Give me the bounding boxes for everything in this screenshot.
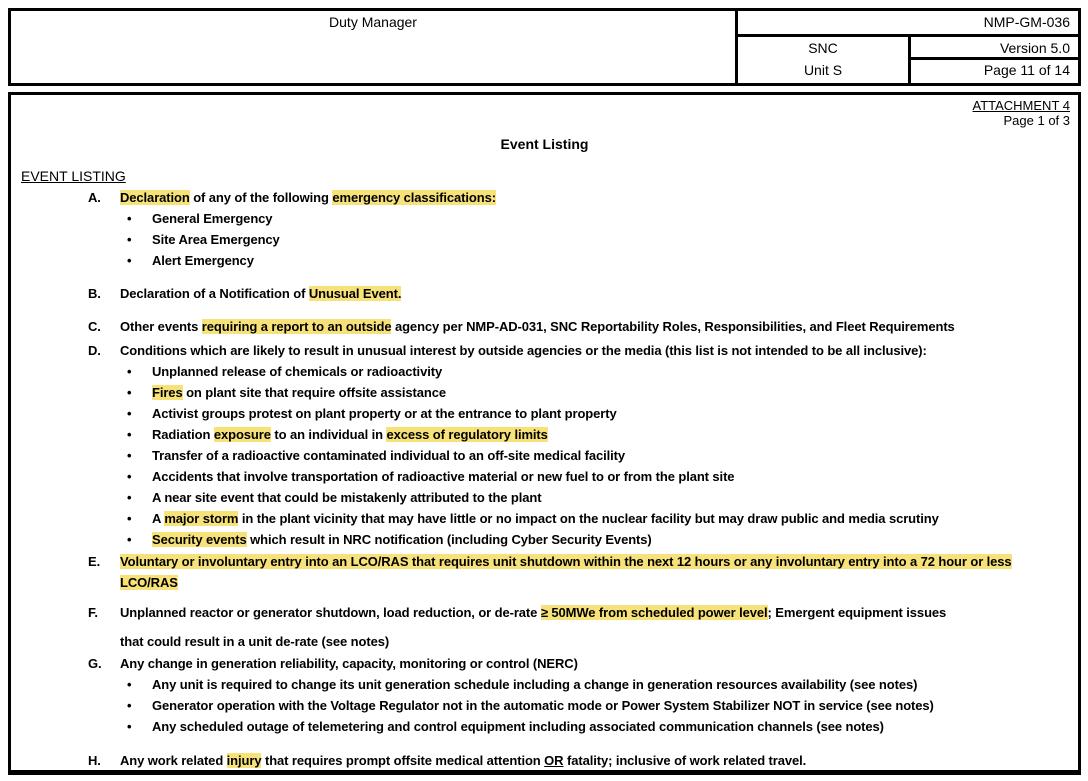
text-segment: that requires prompt offsite medical attention — [261, 753, 545, 768]
header-doc-number: NMP-GM-036 — [738, 11, 1078, 37]
text-segment: in the plant vicinity that may have little or no impact on the nuclear facility but may draw public and media scrutiny — [238, 511, 939, 526]
bullet-dot-icon: • — [127, 490, 132, 505]
bullet-dot-icon: • — [127, 406, 132, 421]
bullet-item — [11, 403, 1078, 424]
bullet-item — [11, 445, 1078, 466]
event-item-D — [11, 340, 1078, 361]
bullet-item — [11, 424, 1078, 445]
bullet-item — [11, 487, 1078, 508]
bullet-dot-icon: • — [127, 427, 132, 442]
text-segment: agency per NMP-AD-031, SNC Reportability Roles, Responsibilities, and Fleet Requirements — [391, 319, 955, 334]
highlighted-text: excess of regulatory limits — [386, 427, 548, 442]
text-segment: A near site event that could be mistakenly attributed to the plant — [152, 490, 542, 505]
bullet-item — [11, 382, 1078, 403]
event-item-A — [11, 187, 1078, 208]
attachment-title: ATTACHMENT 4 — [972, 98, 1070, 113]
item-label: F. — [88, 605, 98, 620]
text-segment: ; Emergent equipment issues — [767, 605, 947, 620]
bullet-item — [11, 674, 1078, 695]
item-label: H. — [88, 753, 101, 768]
bullet-dot-icon: • — [127, 448, 132, 463]
event-item-H — [11, 750, 1078, 771]
item-label: A. — [88, 190, 101, 205]
event-item-E — [11, 551, 1078, 593]
event-item-B — [11, 283, 1078, 304]
highlighted-text: major storm — [164, 511, 239, 526]
section-heading: EVENT LISTING — [21, 168, 126, 184]
text-segment: on plant site that require offsite assistance — [182, 385, 446, 400]
bullet-dot-icon: • — [127, 364, 132, 379]
text-segment: Conditions which are likely to result in unusual interest by outside agencies or the media (this list is not intended to be all inclusive): — [120, 343, 927, 358]
text-segment: that could result in a unit de-rate (see notes) — [120, 634, 390, 649]
text-segment: Other events — [120, 319, 202, 334]
text-segment: OR — [544, 753, 564, 768]
header-company: SNC — [808, 40, 838, 56]
highlighted-text: Declaration — [120, 190, 190, 205]
document-body — [8, 92, 1081, 775]
text-segment: Generator operation with the Voltage Regulator not in the automatic mode or Power System Stabilizer NOT in service (see notes) — [152, 698, 934, 713]
text-segment: General Emergency — [152, 211, 273, 226]
bullet-item — [11, 250, 1078, 271]
bullet-dot-icon: • — [127, 719, 132, 734]
text-segment: Any unit is required to change its unit generation schedule including a change in generation resources availability (see notes) — [152, 677, 918, 692]
bullet-dot-icon: • — [127, 511, 132, 526]
attachment-page: Page 1 of 3 — [1003, 113, 1070, 128]
bullet-item — [11, 529, 1078, 550]
bullet-dot-icon: • — [127, 232, 132, 247]
attachment-block — [11, 98, 1078, 128]
event-item-G — [11, 653, 1078, 674]
text-segment: Accidents that involve transportation of radioactive material or new fuel to or from the plant site — [152, 469, 735, 484]
bullet-item — [11, 229, 1078, 250]
highlighted-text: emergency classifications: — [332, 190, 496, 205]
text-segment: which result in NRC notification (including Cyber Security Events) — [246, 532, 652, 547]
text-segment: of any of the following — [189, 190, 333, 205]
text-segment: Transfer of a radioactive contaminated individual to an off-site medical facility — [152, 448, 626, 463]
text-segment: A — [152, 511, 165, 526]
highlighted-text: Fires — [152, 385, 183, 400]
text-segment: Radiation — [152, 427, 214, 442]
header-page-number: Page 11 of 14 — [908, 60, 1078, 83]
highlighted-text: ≥ 50MWe from scheduled power level — [540, 605, 768, 620]
text-segment: Site Area Emergency — [152, 232, 280, 247]
bullet-item — [11, 508, 1078, 529]
bullet-item — [11, 208, 1078, 229]
bullet-item — [11, 716, 1078, 737]
item-label: D. — [88, 343, 101, 358]
bullet-dot-icon: • — [127, 469, 132, 484]
text-segment: to an individual in — [270, 427, 387, 442]
page-title: Event Listing — [500, 136, 589, 152]
event-item-F2 — [11, 631, 1078, 652]
item-label: G. — [88, 656, 102, 671]
bullet-item — [11, 695, 1078, 716]
document-header-table — [8, 8, 1081, 86]
event-item-F — [11, 602, 1078, 623]
item-label: C. — [88, 319, 101, 334]
header-version: Version 5.0 — [908, 37, 1078, 60]
highlighted-text: exposure — [213, 427, 271, 442]
highlighted-text: Voluntary or involuntary entry into an LCO/RAS that requires unit shutdown within the next 12 hours or any involuntary entry into a 72 hour or less LCO/RAS — [120, 554, 1012, 590]
text-segment: Any scheduled outage of telemetering and control equipment including associated communication channels (see notes) — [152, 719, 884, 734]
bullet-dot-icon: • — [127, 211, 132, 226]
event-list — [11, 187, 1078, 771]
bullet-dot-icon: • — [127, 532, 132, 547]
highlighted-text: requiring a report to an outside — [201, 319, 392, 334]
text-segment: Unplanned release of chemicals or radioactivity — [152, 364, 443, 379]
bullet-item — [11, 466, 1078, 487]
item-label: B. — [88, 286, 101, 301]
highlighted-text: Security events — [152, 532, 247, 547]
text-segment: Unplanned reactor or generator shutdown, load reduction, or de-rate — [120, 605, 541, 620]
text-segment: Alert Emergency — [152, 253, 254, 268]
bullet-dot-icon: • — [127, 698, 132, 713]
text-segment: fatality; inclusive of work related travel. — [563, 753, 807, 768]
text-segment: Any change in generation reliability, capacity, monitoring or control (NERC) — [120, 656, 578, 671]
bullet-item — [11, 361, 1078, 382]
highlighted-text: injury — [226, 753, 262, 768]
text-segment: Activist groups protest on plant property or at the entrance to plant property — [152, 406, 617, 421]
header-duty-manager: Duty Manager — [11, 11, 738, 83]
text-segment: Any work related — [120, 753, 227, 768]
bullet-dot-icon: • — [127, 253, 132, 268]
bullet-dot-icon: • — [127, 385, 132, 400]
event-item-C — [11, 316, 1078, 337]
header-unit: Unit S — [803, 62, 843, 78]
highlighted-text: Unusual Event. — [308, 286, 402, 301]
item-label: E. — [88, 554, 101, 569]
bullet-dot-icon: • — [127, 677, 132, 692]
text-segment: Declaration of a Notification of — [120, 286, 309, 301]
